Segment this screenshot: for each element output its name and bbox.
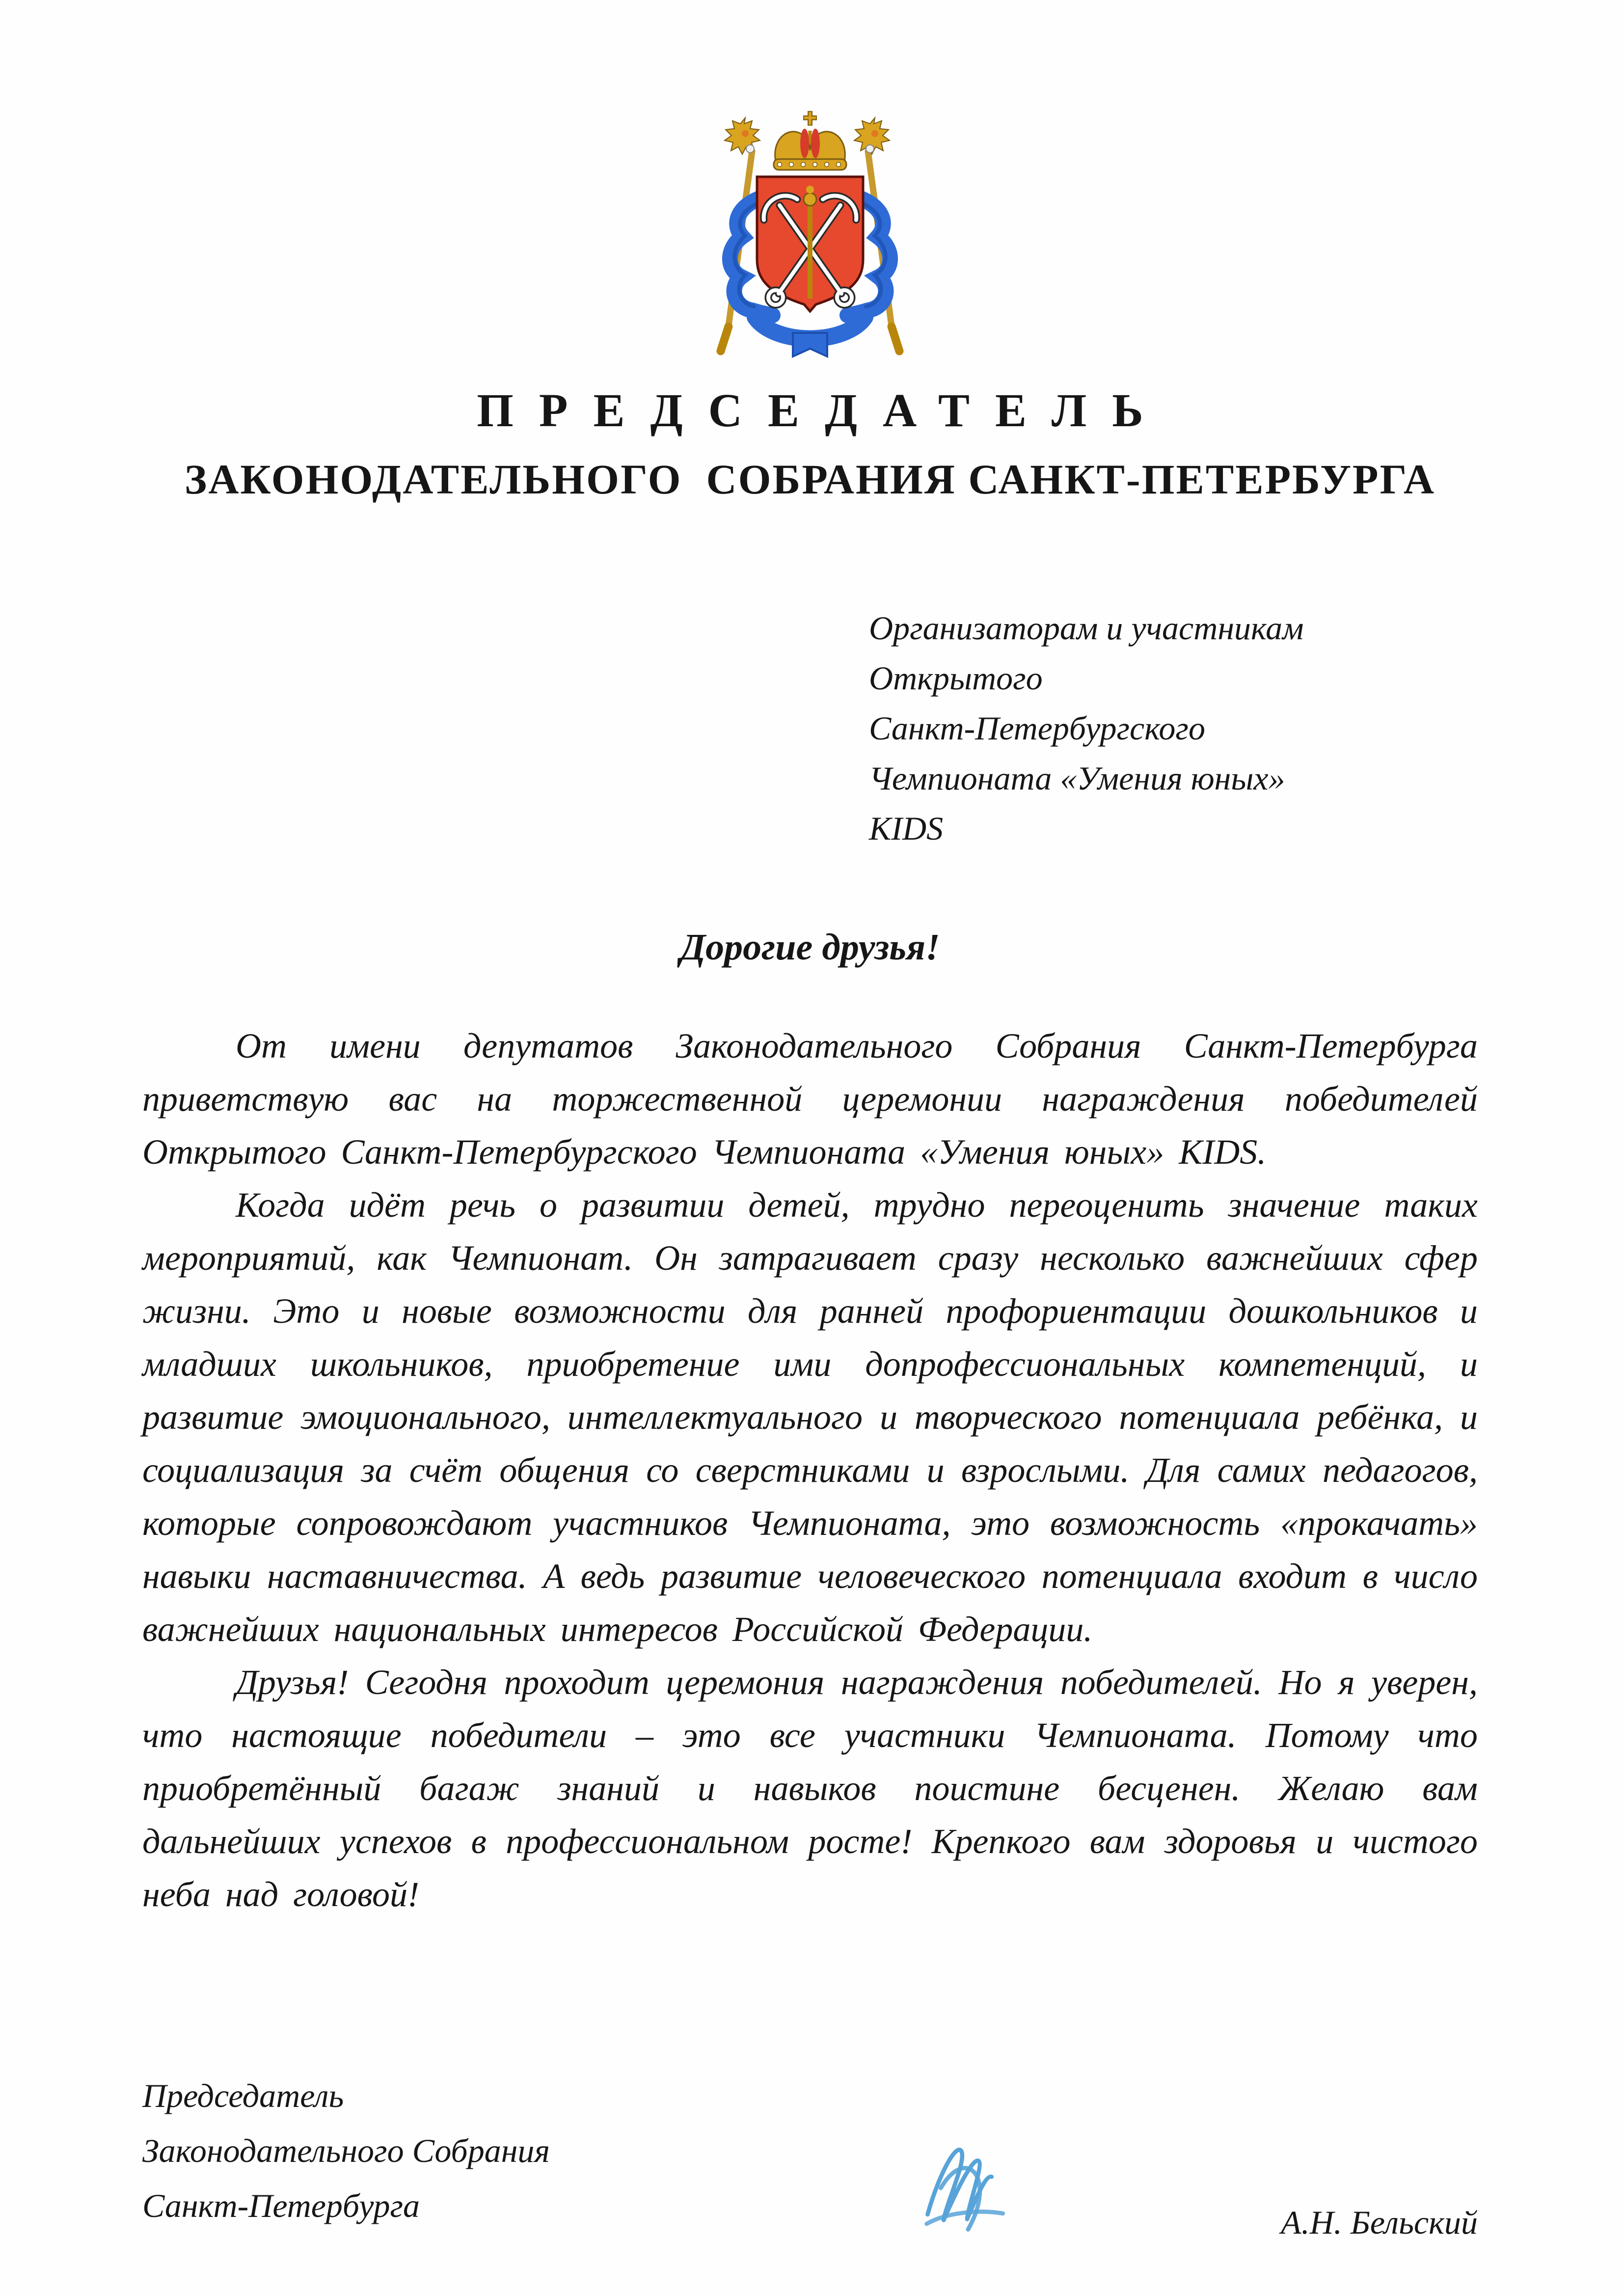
signatory-name: А.Н. Бельский [1281,2204,1478,2241]
coat-of-arms-of-saint-petersburg-icon [692,103,928,358]
body-paragraph: Друзья! Сегодня проходит церемония награждения победителей. Но я уверен, что настоящие победители – это все участники Чемпионата. Потому что приобретённый багаж знаний и навыков поистине бесценен. Желаю вам дальнейших успехов в профессиональном росте! Крепкого вам здоровья и чистого неба над головой! [142,1663,1478,1914]
addressee-line: Открытого [869,659,1043,697]
handwritten-signature-icon [911,2112,1024,2245]
letter-body [142,1019,1478,1921]
addressee-line: Организаторам и участникам [869,609,1304,647]
addressee-line: KIDS [869,809,944,847]
letterhead-title: ПРЕДСЕДАТЕЛЬ [477,384,1169,437]
addressee-line: Санкт-Петербургского [869,709,1205,747]
letterhead-subtitle: ЗАКОНОДАТЕЛЬНОГО СОБРАНИЯ САНКТ-ПЕТЕРБУРГА [184,456,1436,503]
ribbon-banner-icon [793,333,827,356]
body-paragraph: От имени депутатов Законодательного Собрания Санкт-Петербурга приветствую вас на торжественной церемонии награждения победителей Открытого Санкт-Петербургского Чемпионата «Умения юных» KIDS. [142,1026,1478,1172]
signatory-position-line: Законодательного Собрания [142,2132,550,2170]
signature-block [142,2068,1478,2255]
addressee-block [869,603,1478,853]
signatory-position [142,2068,1478,2233]
salutation: Дорогие друзья! [680,926,940,968]
signatory-position-line: Санкт-Петербурга [142,2187,420,2225]
addressee-line: Чемпионата «Умения юных» [869,759,1285,797]
body-paragraph: Когда идёт речь о развитии детей, трудно переоценить значение таких мероприятий, как Чемпионат. Он затрагивает сразу несколько важнейших сфер жизни. Это и новые возможности для ранней профориентации дошкольников и младших школьников, приобретение ими допрофессиональных компетенций, и развитие эмоционального, интеллектуального и творческого потенциала ребёнка, и социализация за счёт общения со сверстниками и взрослыми. Для самих педагогов, которые сопровождают участников Чемпионата, это возможность «прокачать» навыки наставничества. А ведь развитие человеческого потенциала входит в число важнейших национальных интересов Российской Федерации. [142,1185,1478,1649]
crown-icon [774,111,846,170]
signatory-position-line: Председатель [142,2077,344,2115]
